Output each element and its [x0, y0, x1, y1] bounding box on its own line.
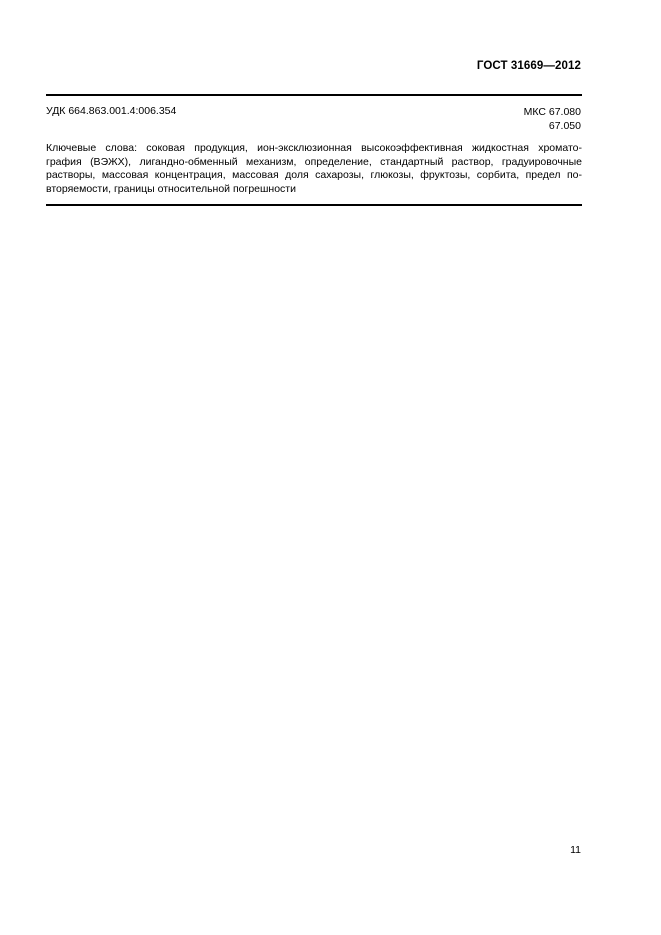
udk-code: УДК 664.863.001.4:006.354	[46, 105, 177, 117]
keywords-line: графия (ВЭЖХ), лигандно-обменный механизм, определение, стандартный раствор, градуировочные	[46, 155, 582, 168]
keywords-line: Ключевые слова: соковая продукция, ион-эксклюзионная высокоэффективная жидкостная хромато-	[46, 142, 582, 154]
mks-codes	[524, 105, 581, 133]
page-number: 11	[570, 844, 581, 856]
document-code: ГОСТ 31669—2012	[476, 60, 581, 72]
mks-code-2: 67.050	[548, 120, 581, 132]
keywords-line: вторяемости, границы относительной погрешности	[46, 182, 296, 195]
keywords-paragraph	[46, 142, 582, 196]
bottom-divider	[46, 204, 582, 206]
mks-code-1: МКС 67.080	[523, 106, 581, 118]
top-divider	[46, 94, 582, 96]
keywords-line: растворы, массовая концентрация, массовая доля сахарозы, глюкозы, фруктозы, сорбита, предел по-	[46, 169, 582, 181]
